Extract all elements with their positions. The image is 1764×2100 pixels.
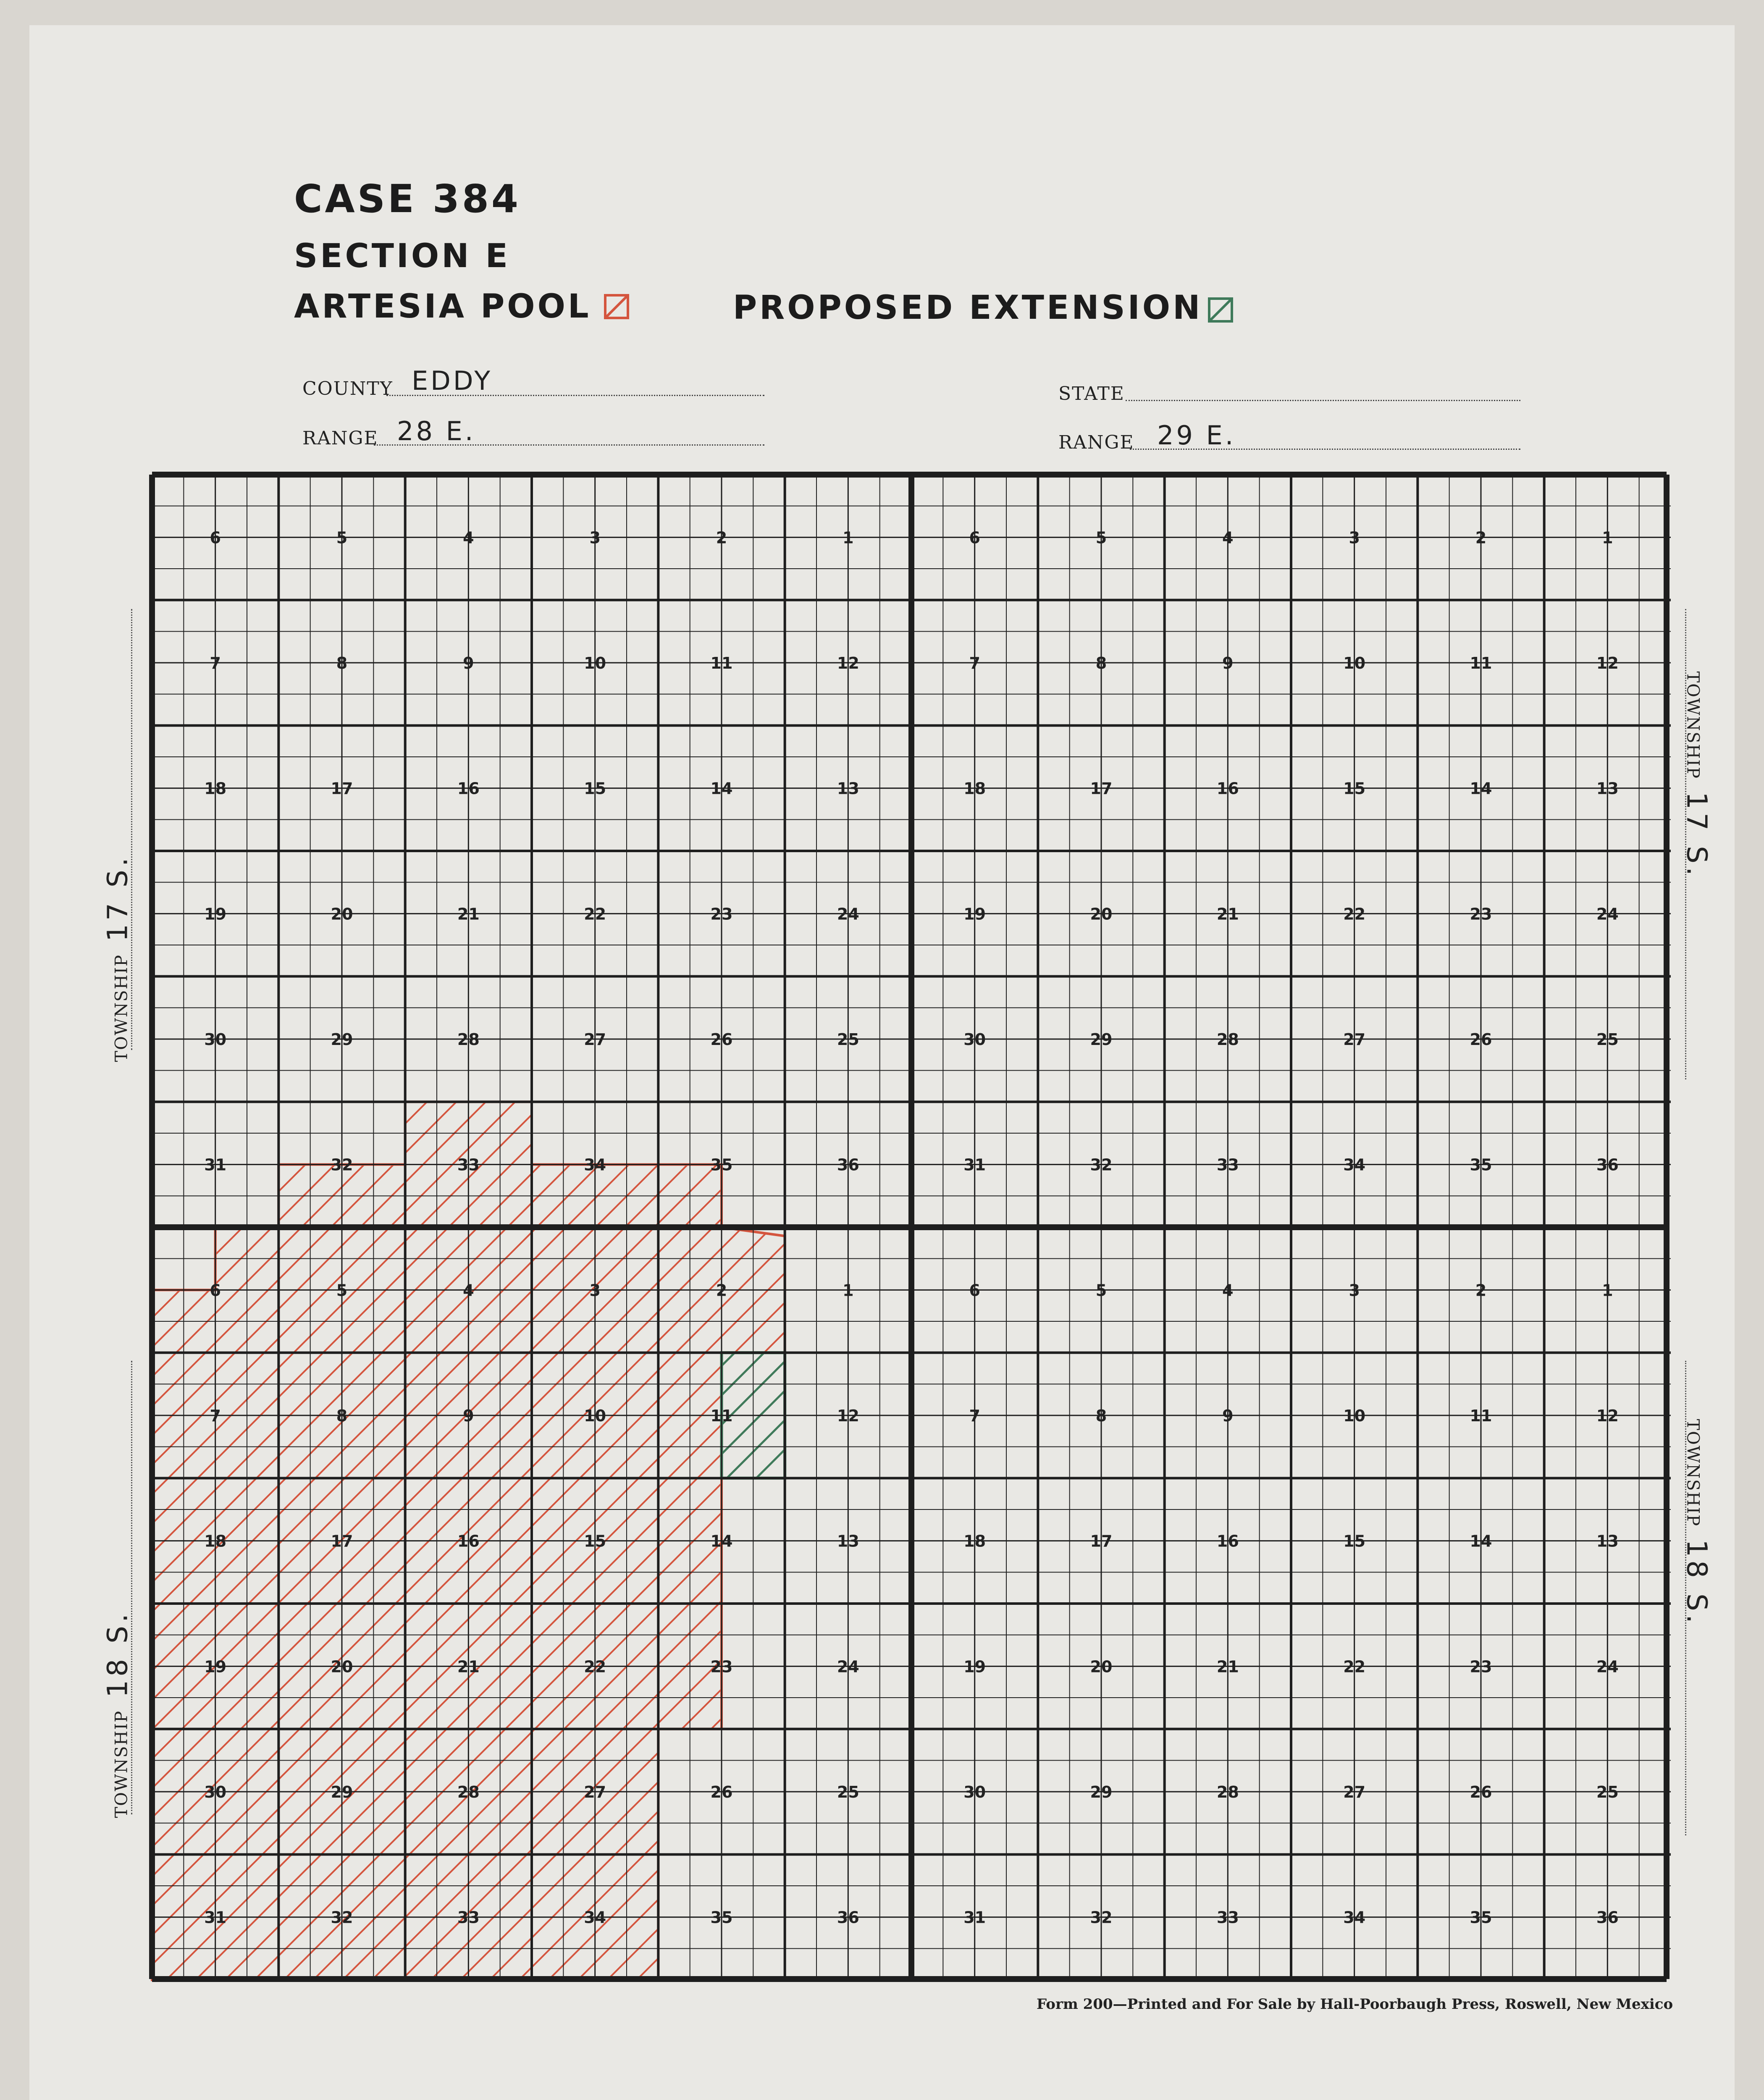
- section-number: 26: [710, 1030, 733, 1049]
- section-number: 30: [963, 1030, 986, 1049]
- section-number: 33: [457, 1155, 480, 1174]
- section-number: 1: [843, 528, 854, 547]
- section-number: 4: [1222, 1281, 1234, 1300]
- section-number: 15: [1343, 779, 1366, 798]
- section-number: 1: [843, 1281, 854, 1300]
- township-18-value: 18 S.: [1680, 1539, 1713, 1627]
- section-number: 3: [1349, 528, 1360, 547]
- legend-extension-swatch-icon: [1208, 297, 1233, 323]
- range-right-value: 29 E.: [1157, 420, 1236, 451]
- section-number: 25: [1596, 1783, 1619, 1801]
- section-number: 20: [331, 1657, 353, 1676]
- section-number: 8: [336, 654, 348, 672]
- section-number: 34: [584, 1155, 606, 1174]
- section-number: 11: [710, 654, 733, 672]
- section-number: 13: [1596, 779, 1619, 798]
- county-label: COUNTY: [302, 378, 393, 399]
- section-number: 10: [1343, 1407, 1366, 1425]
- section-number: 35: [710, 1155, 733, 1174]
- section-number: 36: [1596, 1908, 1619, 1927]
- section-number: 25: [837, 1783, 859, 1801]
- section-number: 6: [210, 528, 221, 547]
- section-number: 25: [1596, 1030, 1619, 1049]
- section-number: 6: [210, 1281, 221, 1300]
- section-number: 19: [204, 905, 227, 924]
- section-number: 12: [1596, 1407, 1619, 1425]
- section-number: 24: [1596, 905, 1619, 924]
- section-number: 6: [969, 528, 980, 547]
- section-number: 30: [204, 1783, 227, 1801]
- section-number: 14: [710, 779, 733, 798]
- section-number: 8: [1095, 654, 1107, 672]
- section-number: 34: [1343, 1908, 1366, 1927]
- section-number: 23: [1470, 905, 1492, 924]
- township-17-right-label: [1681, 672, 1713, 924]
- section-number: 22: [1343, 905, 1366, 924]
- section-number: 32: [331, 1155, 353, 1174]
- section-number: 18: [963, 779, 986, 798]
- section-number: 7: [969, 654, 980, 672]
- section-number: 4: [1222, 528, 1234, 547]
- section-number: 1: [1602, 528, 1613, 547]
- section-number: 3: [1349, 1281, 1360, 1300]
- section-number: 9: [1222, 654, 1234, 672]
- section-number: 2: [1475, 1281, 1487, 1300]
- section-number: 23: [1470, 1657, 1492, 1676]
- section-number: 2: [716, 528, 727, 547]
- section-number: 32: [1090, 1908, 1113, 1927]
- legend-pool-label: ARTESIA POOL: [294, 288, 591, 326]
- section-number: 36: [1596, 1155, 1619, 1174]
- section-number: 7: [969, 1407, 980, 1425]
- section-number: 34: [1343, 1155, 1366, 1174]
- section-number: 13: [1596, 1532, 1619, 1551]
- township-word: TOWNSHIP: [112, 1710, 131, 1818]
- section-number: 36: [837, 1908, 859, 1927]
- section-number: 4: [463, 1281, 474, 1300]
- section-number: 11: [710, 1407, 733, 1425]
- section-number: 11: [1470, 1407, 1492, 1425]
- section-number: 14: [710, 1532, 733, 1551]
- section-number: 31: [204, 1155, 227, 1174]
- section-number: 7: [210, 1407, 221, 1425]
- section-number: 18: [204, 779, 227, 798]
- section-number: 30: [963, 1783, 986, 1801]
- section-number: 35: [1470, 1155, 1492, 1174]
- state-label: STATE: [1058, 383, 1125, 404]
- section-number: 9: [463, 1407, 474, 1425]
- section-number: 30: [204, 1030, 227, 1049]
- section-number: 24: [837, 905, 859, 924]
- section-number: 25: [837, 1030, 859, 1049]
- section-number: 15: [1343, 1532, 1366, 1551]
- section-number: 20: [1090, 905, 1113, 924]
- section-number: 13: [837, 779, 859, 798]
- section-number: 24: [1596, 1657, 1619, 1676]
- township-word: TOWNSHIP: [112, 954, 131, 1062]
- section-number: 9: [1222, 1407, 1234, 1425]
- section-number: 7: [210, 654, 221, 672]
- section-number: 17: [331, 779, 353, 798]
- section-number: 29: [331, 1783, 353, 1801]
- section-number: 32: [331, 1908, 353, 1927]
- section-number: 22: [1343, 1657, 1366, 1676]
- section-number: 5: [336, 1281, 348, 1300]
- section-number: 16: [457, 779, 480, 798]
- county-value: EDDY: [412, 365, 493, 396]
- section-number: 15: [584, 779, 606, 798]
- township-17-value: 17 S.: [101, 854, 134, 942]
- section-number: 11: [1470, 654, 1492, 672]
- section-number: 3: [589, 528, 601, 547]
- section-number: 31: [204, 1908, 227, 1927]
- section-number: 20: [1090, 1657, 1113, 1676]
- section-number: 19: [963, 905, 986, 924]
- section-number: 36: [837, 1155, 859, 1174]
- section-number: 33: [457, 1908, 480, 1927]
- section-number: 14: [1470, 779, 1492, 798]
- section-number: 33: [1216, 1155, 1239, 1174]
- section-number: 33: [1216, 1908, 1239, 1927]
- section-number: 10: [584, 654, 606, 672]
- section-number: 16: [457, 1532, 480, 1551]
- township-18-left-label: [102, 1566, 134, 1818]
- section-number: 29: [1090, 1783, 1113, 1801]
- section-number: 28: [457, 1030, 480, 1049]
- section-number: 27: [1343, 1030, 1366, 1049]
- section-number: 8: [336, 1407, 348, 1425]
- form-footer: Form 200—Printed and For Sale by Hall-Poorbaugh Press, Roswell, New Mexico: [1037, 1996, 1673, 2013]
- section-number: 23: [710, 905, 733, 924]
- section-number: 14: [1470, 1532, 1492, 1551]
- section-number: 28: [457, 1783, 480, 1801]
- township-17-left-label: [102, 810, 134, 1062]
- section-number: 31: [963, 1908, 986, 1927]
- section-number: 3: [589, 1281, 601, 1300]
- section-number: 5: [1095, 528, 1107, 547]
- range-left-label: RANGE: [302, 428, 378, 449]
- section-number: 19: [204, 1657, 227, 1676]
- section-number: 21: [1216, 905, 1239, 924]
- section-number: 12: [837, 654, 859, 672]
- section-number: 34: [584, 1908, 606, 1927]
- section-number: 2: [1475, 528, 1487, 547]
- section-number: 16: [1216, 779, 1239, 798]
- section-number: 18: [204, 1532, 227, 1551]
- section-number: 6: [969, 1281, 980, 1300]
- section-number: 12: [837, 1407, 859, 1425]
- section-number: 22: [584, 905, 606, 924]
- section-number: 22: [584, 1657, 606, 1676]
- section-number: 21: [457, 1657, 480, 1676]
- section-number: 27: [1343, 1783, 1366, 1801]
- section-number: 15: [584, 1532, 606, 1551]
- section-number: 24: [837, 1657, 859, 1676]
- section-number: 21: [457, 905, 480, 924]
- section-number: 10: [584, 1407, 606, 1425]
- section-number: 10: [1343, 654, 1366, 672]
- legend-pool-swatch-icon: [604, 294, 629, 319]
- section-number: 29: [1090, 1030, 1113, 1049]
- case-title: CASE 384: [294, 176, 521, 221]
- section-number: 23: [710, 1657, 733, 1676]
- township-18-value: 18 S.: [101, 1610, 134, 1698]
- section-number: 13: [837, 1532, 859, 1551]
- section-number: 35: [710, 1908, 733, 1927]
- section-number: 17: [1090, 1532, 1113, 1551]
- section-number: 29: [331, 1030, 353, 1049]
- section-number: 5: [336, 528, 348, 547]
- section-number: 18: [963, 1532, 986, 1551]
- section-number: 28: [1216, 1783, 1239, 1801]
- section-number: 35: [1470, 1908, 1492, 1927]
- section-number: 27: [584, 1783, 606, 1801]
- legend-extension-label: PROPOSED EXTENSION: [733, 289, 1203, 327]
- range-right-label: RANGE: [1058, 432, 1134, 453]
- section-number: 4: [463, 528, 474, 547]
- township-word: TOWNSHIP: [1683, 1419, 1703, 1527]
- section-title: SECTION E: [294, 237, 510, 275]
- section-number: 26: [1470, 1783, 1492, 1801]
- section-number: 31: [963, 1155, 986, 1174]
- section-number: 17: [331, 1532, 353, 1551]
- section-number: 21: [1216, 1657, 1239, 1676]
- section-number: 20: [331, 905, 353, 924]
- township-18-right-label: [1681, 1419, 1713, 1671]
- section-number: 1: [1602, 1281, 1613, 1300]
- township-17-value: 17 S.: [1680, 792, 1713, 879]
- section-number: 27: [584, 1030, 606, 1049]
- range-left-value: 28 E.: [397, 416, 476, 446]
- section-number: 5: [1095, 1281, 1107, 1300]
- section-number: 12: [1596, 654, 1619, 672]
- section-number: 32: [1090, 1155, 1113, 1174]
- township-word: TOWNSHIP: [1683, 671, 1703, 780]
- section-number: 9: [463, 654, 474, 672]
- section-number: 26: [1470, 1030, 1492, 1049]
- section-number: 16: [1216, 1532, 1239, 1551]
- state-line: [1126, 400, 1520, 401]
- section-number: 26: [710, 1783, 733, 1801]
- section-number: 28: [1216, 1030, 1239, 1049]
- section-number: 2: [716, 1281, 727, 1300]
- section-number: 19: [963, 1657, 986, 1676]
- section-number: 17: [1090, 779, 1113, 798]
- section-number: 8: [1095, 1407, 1107, 1425]
